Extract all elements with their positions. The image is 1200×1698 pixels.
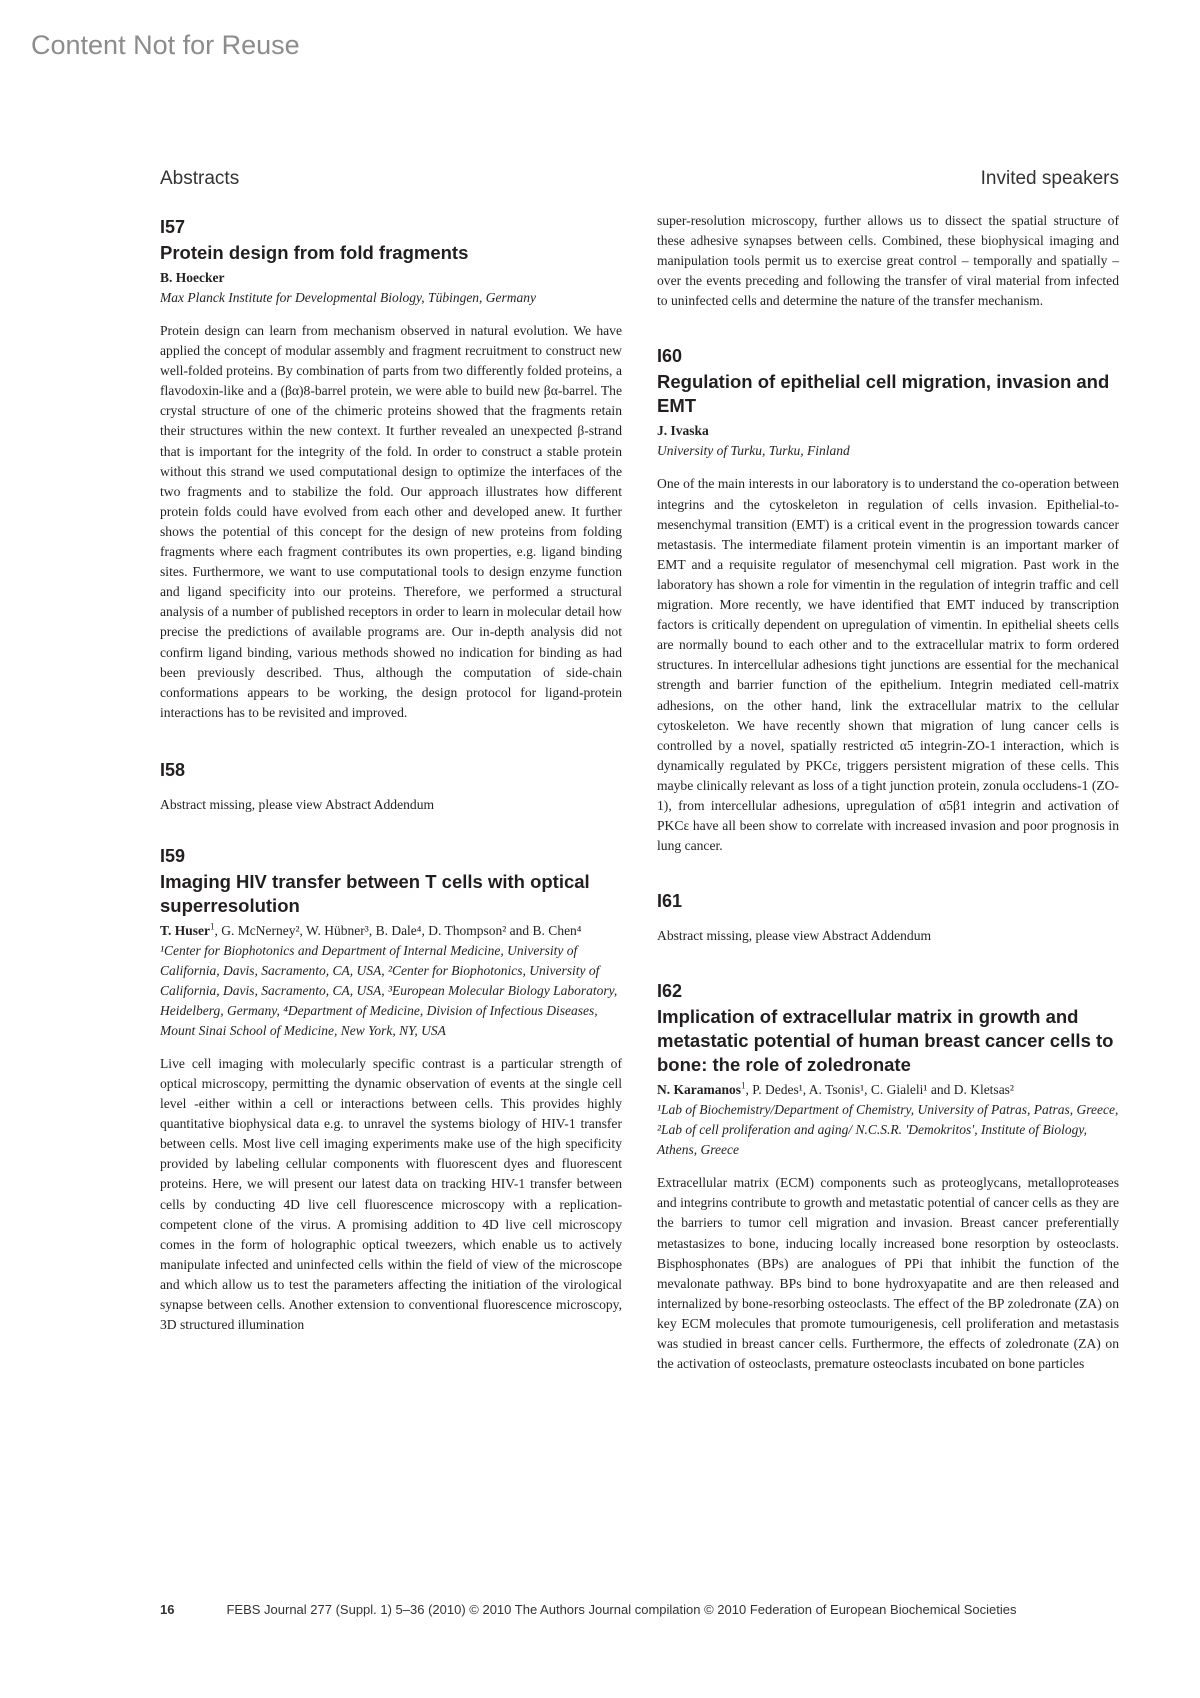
abstract-i58 [160,759,622,815]
page-number: 16 [160,1602,175,1617]
author-rest: , G. McNerney², W. Hübner³, B. Dale⁴, D. Thompson² and B. Chen⁴ [214,922,582,938]
watermark: Content Not for Reuse [31,30,300,60]
abstract-body: Protein design can learn from mechanism observed in natural evolution. We have applied the concept of modular assembly and fragment recruitment to construct new well-folded proteins. By combination of parts from two differently folded proteins, a flavodoxin-like and a (βα)8-barrel protein, we were able to build new βα-barrel. The crystal structure of one of the chimeric proteins showed that the fragments retain their structures within the new context. It further revealed an unexpected β-strand that is important for the integrity of the fold. In order to construct a stable protein without this strand we used computational design to optimize the interfaces of the two fragments and to stabilize the fold. Our approach illustrates how different protein folds could have evolved from each other and developed anew. It further shows the potential of this concept for the design of new proteins from folding fragments where each fragment contributes its own properties, e.g. ligand binding sites. Furthermore, we want to use computational tools to design enzyme function and ligand specificity into our proteins. Therefore, we performed a structural analysis of a number of published receptors in order to learn in molecular detail how precise the predictions of available programs are. Our in-depth analysis did not confirm ligand binding, various methods showed no indication for binding as had been previously described. Thus, although the computation of side-chain conformations appears to be working, the design protocol for ligand-protein interactions has to be revisited and improved. [160,323,622,720]
right-column [657,213,1119,1374]
page-footer [160,1602,1016,1617]
abstract-i59 [160,845,622,1335]
author-lead-affiliation-mark: 1 [741,1080,746,1091]
author-lead: B. Hoecker [160,270,225,285]
abstract-missing-note: Abstract missing, please view Abstract Addendum [160,796,435,812]
abstract-body: Live cell imaging with molecularly specific contrast is a particular strength of optical microscopy, permitting the dynamic observation of events at the single cell level -either within a cell or interactions between cells. This provides highly quantitative biophysical data e.g. to unravel the systems biology of HIV-1 transfer between cells. Most live cell imaging experiments make use of the high specificity provided by labeling cellular components with fluorescent dyes and fluorescent proteins. Here, we will present our latest data on tracking HIV-1 transfer between cells by conducting 4D live cell fluorescence microscopy with a replication-competent clone of the virus. A promising addition to 4D live cell microscopy comes in the form of holographic optical tweezers, which enable us to actively manipulate infected and uninfected cells within the field of view of the microscope and which allow us to test the parameters affecting the initiation of the virological synapse between cells. Another extension to conventional fluorescence microscopy, 3D structured illumination [160,1055,622,1333]
abstract-id: I58 [160,759,186,780]
abstract-affiliation: ¹Center for Biophotonics and Department of Internal Medicine, University of California, Davis, Sacramento, CA, USA, ²Center for Biophotonics, University of California, Davis, Sacramento, CA, USA, ³European Molecular Biology Laboratory, Heidelberg, Germany, ⁴Department of Medicine, Division of Infectious Diseases, Mount Sinai School of Medicine, New York, NY, USA [160,942,618,1038]
journal-citation: FEBS Journal 277 (Suppl. 1) 5–36 (2010) © 2010 The Authors Journal compilation © 2010 Federation of European Biochemical Societies [226,1602,1017,1617]
abstract-title: Protein design from fold fragments [160,242,469,263]
author-rest: , P. Dedes¹, A. Tsonis¹, C. Gialeli¹ and D. Kletsas² [745,1082,1014,1098]
abstract-title: Implication of extracellular matrix in growth and metastatic potential of human breast cancer cells to bone: the role of zoledronate [657,1006,1114,1076]
abstract-affiliation: ¹Lab of Biochemistry/Department of Chemistry, University of Patras, Patras, Greece, ²Lab of cell proliferation and aging/ N.C.S.R. 'Demokritos', Institute of Biology, Athens, Greece [657,1102,1119,1158]
author-lead: N. Karamanos [657,1082,741,1098]
author-lead: T. Huser [160,922,210,938]
running-head-left: Abstracts [160,168,240,189]
abstract-i62 [657,980,1119,1374]
abstract-body-continued: super-resolution microscopy, further allows us to dissect the spatial structure of these adhesive synapses between cells. Combined, these biophysical imaging and manipulation tools permit us to exercise great control – temporally and spatially – over the events preceding and following the transfer of viral material from infected to uninfected cells and determine the nature of the transfer mechanism. [657,213,1119,309]
abstract-title: Regulation of epithelial cell migration, invasion and EMT [657,371,1110,417]
abstract-id: I62 [657,981,683,1002]
abstract-i61 [657,890,1119,946]
author-lead-affiliation-mark: 1 [210,921,215,932]
left-column [160,216,622,1335]
abstract-authors [657,421,1119,440]
abstract-title: Imaging HIV transfer between T cells with optical superresolution [160,870,590,916]
abstract-i60 [657,345,1119,856]
abstract-authors [160,921,622,940]
abstract-id: I57 [160,217,186,237]
abstract-authors [657,1080,1119,1099]
running-head-right: Invited speakers [980,168,1119,189]
abstract-id: I59 [160,845,186,866]
abstract-affiliation: University of Turku, Turku, Finland [657,443,850,459]
abstract-body: Extracellular matrix (ECM) components such as proteoglycans, metalloproteases and integrins contribute to growth and metastatic potential of cancer cells as they are the barriers to tumor cell migration and invasion. Breast cancer preferentially metastasizes to bone, inducing locally increased bone resorption by osteoclasts. Bisphosphonates (BPs) are analogues of PPi that inhibit the function of the mevalonate pathway. BPs bind to bone hydroxyapatite and are then released and internalized by bone-resorbing osteoclasts. The effect of the BP zoledronate (ZA) on key ECM molecules that promote tumourigenesis, cell proliferation and metastasis was studied in breast cancer cells. Furthermore, the effects of zoledronate (ZA) on the activation of osteoclasts, premature osteoclasts incubated on bone particles [657,1175,1119,1372]
abstract-authors [160,268,622,287]
abstract-id: I61 [657,891,683,912]
abstract-body: One of the main interests in our laboratory is to understand the co-operation between integrins and the cytoskeleton in regulation of cells invasion. Epithelial-to-mesenchymal transition (EMT) is a critical event in the progression towards cancer metastasis. The intermediate filament protein vimentin is an important marker of EMT and a requisite regulator of mesenchymal cell migration. Past work in the laboratory has shown a role for vimentin in the regulation of integrin traffic and cell migration. More recently, we have identified that EMT induced by transcription factors is critically dependent on upregulation of vimentin. In epithelial sheets cells are normally bound to each other and to the extracellular matrix to form ordered structures. In intercellular adhesions tight junctions are essential for the mechanical strength and barrier function of the epithelium. Integrin mediated cell-matrix adhesions, on the other hand, link the extracellular matrix to the cellular cytoskeleton. We have recently shown that migration of lung cancer cells is controlled by a novel, spatially restricted α5 integrin-ZO-1 interaction, which is dynamically regulated by PKCε, triggers persistent migration of these cells. This maybe clinically relevant as loss of a tight junction protein, zonula occludens-1 (ZO-1), from intercellular adhesions, upregulation of α5β1 integrin and activation of PKCε have all been show to correlate with increased invasion and poor prognosis in lung cancer. [657,476,1119,854]
abstract-affiliation: Max Planck Institute for Developmental Biology, Tübingen, Germany [160,290,537,305]
abstract-i57 [160,216,622,723]
abstract-missing-note: Abstract missing, please view Abstract Addendum [657,928,932,944]
author-lead: J. Ivaska [657,423,709,439]
abstract-id: I60 [657,346,683,367]
